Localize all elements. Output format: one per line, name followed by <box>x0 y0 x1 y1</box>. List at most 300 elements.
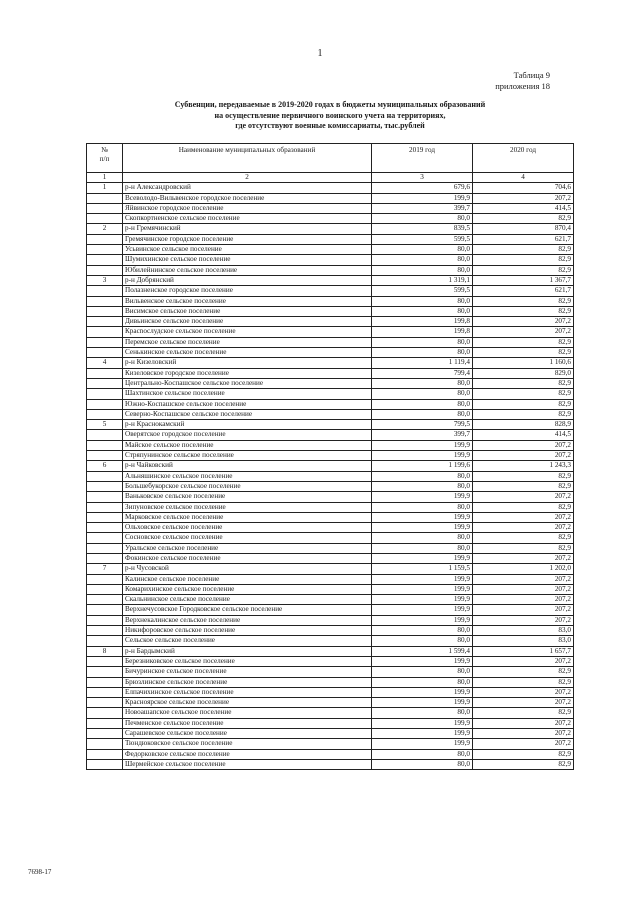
row-name: Новоашапское сельское поселение <box>123 708 372 718</box>
row-value-2020: 704,6 <box>473 183 574 193</box>
row-value-2019: 80,0 <box>372 378 473 388</box>
table-row <box>87 759 574 769</box>
row-value-2019: 199,9 <box>372 656 473 666</box>
row-name: Оверятское городское поселение <box>123 430 372 440</box>
row-value-2019: 80,0 <box>372 708 473 718</box>
header-row <box>87 144 574 173</box>
row-value-2019: 199,9 <box>372 687 473 697</box>
row-value-2020: 82,9 <box>473 677 574 687</box>
row-value-2020: 621,7 <box>473 234 574 244</box>
row-name: Майское сельское поселение <box>123 440 372 450</box>
table-row <box>87 667 574 677</box>
row-name: Верхнечусовское Городковское сельское поселение <box>123 605 372 615</box>
table-row <box>87 337 574 347</box>
row-name: Ольховское сельское поселение <box>123 523 372 533</box>
row-number <box>87 492 123 502</box>
table-row <box>87 409 574 419</box>
row-number <box>87 399 123 409</box>
table-row <box>87 523 574 533</box>
row-name: Бичуринское сельское поселение <box>123 667 372 677</box>
row-value-2019: 799,4 <box>372 368 473 378</box>
row-value-2019: 80,0 <box>372 481 473 491</box>
row-value-2019: 199,9 <box>372 729 473 739</box>
row-value-2019: 80,0 <box>372 502 473 512</box>
row-value-2019: 80,0 <box>372 749 473 759</box>
table-label <box>440 70 550 92</box>
row-number <box>87 255 123 265</box>
column-number: 4 <box>473 173 574 183</box>
row-value-2019: 80,0 <box>372 265 473 275</box>
row-name: Шахтинское сельское поселение <box>123 389 372 399</box>
row-value-2019: 199,9 <box>372 553 473 563</box>
table-row <box>87 656 574 666</box>
row-name: Южно-Коспашское сельское поселение <box>123 399 372 409</box>
row-value-2020: 82,9 <box>473 409 574 419</box>
row-number <box>87 584 123 594</box>
row-value-2020: 82,9 <box>473 296 574 306</box>
row-value-2020: 82,9 <box>473 502 574 512</box>
table-row <box>87 399 574 409</box>
row-name: Березниковское сельское поселение <box>123 656 372 666</box>
table-row <box>87 317 574 327</box>
row-value-2019: 80,0 <box>372 306 473 316</box>
row-number: 1 <box>87 183 123 193</box>
header-num-line: п/п <box>99 155 110 163</box>
table-row <box>87 265 574 275</box>
row-name: Сосновское сельское поселение <box>123 533 372 543</box>
row-value-2020: 207,2 <box>473 656 574 666</box>
row-name: Кизеловское городское поселение <box>123 368 372 378</box>
table-row <box>87 378 574 388</box>
title-line: где отсутствуют военные комиссариаты, тыс.рублей <box>235 121 425 130</box>
table-row <box>87 553 574 563</box>
row-value-2020: 83,0 <box>473 636 574 646</box>
table-row <box>87 481 574 491</box>
table-row <box>87 729 574 739</box>
row-number <box>87 471 123 481</box>
table-label-line: приложения 18 <box>495 81 550 91</box>
row-value-2020: 207,2 <box>473 595 574 605</box>
row-number <box>87 502 123 512</box>
row-value-2020: 82,9 <box>473 759 574 769</box>
row-value-2020: 82,9 <box>473 749 574 759</box>
table-row <box>87 224 574 234</box>
subsidy-table <box>86 143 574 770</box>
row-value-2020: 207,2 <box>473 584 574 594</box>
row-number <box>87 553 123 563</box>
row-name: р-н Кизеловский <box>123 358 372 368</box>
table-row <box>87 430 574 440</box>
row-name: Вильвенское сельское поселение <box>123 296 372 306</box>
row-value-2019: 80,0 <box>372 348 473 358</box>
table-row <box>87 255 574 265</box>
row-name: Стряпунинское сельское поселение <box>123 451 372 461</box>
row-value-2019: 80,0 <box>372 255 473 265</box>
row-value-2019: 199,9 <box>372 193 473 203</box>
row-number: 8 <box>87 646 123 656</box>
row-number <box>87 523 123 533</box>
row-name: Никифоровское сельское поселение <box>123 626 372 636</box>
row-name: Комарихинское сельское поселение <box>123 584 372 594</box>
table-row <box>87 677 574 687</box>
row-number <box>87 317 123 327</box>
row-number <box>87 543 123 553</box>
table-row <box>87 234 574 244</box>
row-value-2020: 207,2 <box>473 605 574 615</box>
row-name: Красnoслудское сельское поселение <box>123 327 372 337</box>
table-row <box>87 615 574 625</box>
table-row <box>87 183 574 193</box>
table-row <box>87 245 574 255</box>
table-row <box>87 286 574 296</box>
row-value-2019: 80,0 <box>372 214 473 224</box>
row-number: 5 <box>87 420 123 430</box>
row-value-2020: 207,2 <box>473 553 574 563</box>
row-value-2019: 199,9 <box>372 584 473 594</box>
table-row <box>87 646 574 656</box>
row-value-2020: 82,9 <box>473 337 574 347</box>
table-row <box>87 440 574 450</box>
row-name: Гремячинское городское поселение <box>123 234 372 244</box>
row-number <box>87 265 123 275</box>
row-value-2019: 80,0 <box>372 636 473 646</box>
row-value-2020: 870,4 <box>473 224 574 234</box>
row-value-2019: 199,9 <box>372 615 473 625</box>
row-value-2020: 82,9 <box>473 348 574 358</box>
table-row <box>87 461 574 471</box>
row-value-2020: 1 243,3 <box>473 461 574 471</box>
row-number <box>87 636 123 646</box>
table-row <box>87 275 574 285</box>
row-name: Юбилейнинское сельское поселение <box>123 265 372 275</box>
row-value-2019: 80,0 <box>372 389 473 399</box>
row-value-2019: 199,9 <box>372 718 473 728</box>
row-value-2020: 207,2 <box>473 615 574 625</box>
row-number <box>87 306 123 316</box>
row-number <box>87 348 123 358</box>
row-name: р-н Добрянский <box>123 275 372 285</box>
row-value-2020: 82,9 <box>473 708 574 718</box>
table-row <box>87 358 574 368</box>
row-value-2020: 207,2 <box>473 193 574 203</box>
row-number <box>87 286 123 296</box>
row-name: Шумихинское сельское поселение <box>123 255 372 265</box>
row-value-2020: 207,2 <box>473 317 574 327</box>
table-row <box>87 687 574 697</box>
column-number-row <box>87 173 574 183</box>
row-value-2019: 80,0 <box>372 533 473 543</box>
row-name: Калинское сельское поселение <box>123 574 372 584</box>
row-value-2019: 199,8 <box>372 317 473 327</box>
row-value-2020: 82,9 <box>473 481 574 491</box>
row-number <box>87 626 123 636</box>
row-value-2020: 207,2 <box>473 687 574 697</box>
footer-code: 7698-17 <box>28 868 52 876</box>
row-value-2019: 199,9 <box>372 739 473 749</box>
row-value-2020: 207,2 <box>473 718 574 728</box>
title-line: Субвенции, передаваемые в 2019-2020 годах в бюджеты муниципальных образований <box>174 100 486 109</box>
row-value-2020: 82,9 <box>473 378 574 388</box>
row-name: Сенькинское сельское поселение <box>123 348 372 358</box>
row-value-2020: 82,9 <box>473 399 574 409</box>
row-value-2020: 207,2 <box>473 574 574 584</box>
row-number <box>87 708 123 718</box>
table-row <box>87 214 574 224</box>
row-value-2019: 80,0 <box>372 296 473 306</box>
row-name: Шермейское сельское поселение <box>123 759 372 769</box>
table-row <box>87 543 574 553</box>
row-value-2019: 80,0 <box>372 409 473 419</box>
row-name: Ваньковское сельское поселение <box>123 492 372 502</box>
row-number <box>87 378 123 388</box>
row-value-2020: 829,0 <box>473 368 574 378</box>
table-row <box>87 605 574 615</box>
row-value-2020: 82,9 <box>473 265 574 275</box>
row-number <box>87 512 123 522</box>
row-value-2019: 80,0 <box>372 759 473 769</box>
row-name: Всеволодо-Вильвенское городское поселение <box>123 193 372 203</box>
table-label-line: Таблица 9 <box>513 70 550 80</box>
table-row <box>87 327 574 337</box>
table-row <box>87 512 574 522</box>
row-number <box>87 337 123 347</box>
row-number <box>87 451 123 461</box>
table-row <box>87 595 574 605</box>
row-name: Висимское сельское поселение <box>123 306 372 316</box>
row-value-2019: 199,9 <box>372 512 473 522</box>
row-name: р-н Бардымский <box>123 646 372 656</box>
row-value-2020: 414,5 <box>473 430 574 440</box>
table-row <box>87 389 574 399</box>
row-name: Альняшинское сельское поселение <box>123 471 372 481</box>
row-value-2019: 80,0 <box>372 543 473 553</box>
table-row <box>87 749 574 759</box>
row-value-2020: 207,2 <box>473 440 574 450</box>
header-2019: 2019 год <box>372 144 473 173</box>
column-number: 1 <box>87 173 123 183</box>
row-value-2019: 599,5 <box>372 234 473 244</box>
row-number <box>87 595 123 605</box>
row-value-2020: 82,9 <box>473 543 574 553</box>
row-value-2020: 82,9 <box>473 255 574 265</box>
row-value-2019: 399,7 <box>372 430 473 440</box>
row-value-2019: 1 199,6 <box>372 461 473 471</box>
row-value-2020: 207,2 <box>473 512 574 522</box>
row-value-2019: 199,9 <box>372 574 473 584</box>
table-row <box>87 626 574 636</box>
row-number <box>87 234 123 244</box>
row-number: 7 <box>87 564 123 574</box>
row-value-2020: 82,9 <box>473 471 574 481</box>
table-row <box>87 739 574 749</box>
header-2020: 2020 год <box>473 144 574 173</box>
row-value-2019: 199,9 <box>372 698 473 708</box>
row-number <box>87 296 123 306</box>
row-number <box>87 193 123 203</box>
row-value-2020: 1 657,7 <box>473 646 574 656</box>
row-value-2020: 207,2 <box>473 451 574 461</box>
row-number <box>87 677 123 687</box>
row-value-2019: 80,0 <box>372 471 473 481</box>
row-number <box>87 698 123 708</box>
row-name: Сарашевское сельское поселение <box>123 729 372 739</box>
row-value-2020: 207,2 <box>473 327 574 337</box>
row-number <box>87 409 123 419</box>
table-row <box>87 348 574 358</box>
row-name: р-н Краснокамский <box>123 420 372 430</box>
row-name: Елпачихинское сельское поселение <box>123 687 372 697</box>
row-value-2019: 1 599,4 <box>372 646 473 656</box>
table-row <box>87 471 574 481</box>
row-name: Брюзлинское сельское поселение <box>123 677 372 687</box>
table-row <box>87 698 574 708</box>
row-name: Большебукорское сельское поселение <box>123 481 372 491</box>
row-name: Дивьинское сельское поселение <box>123 317 372 327</box>
row-name: Скальнинское сельское поселение <box>123 595 372 605</box>
row-value-2019: 199,8 <box>372 327 473 337</box>
row-value-2020: 1 160,6 <box>473 358 574 368</box>
row-name: Северно-Коспашское сельское поселение <box>123 409 372 419</box>
row-value-2020: 82,9 <box>473 533 574 543</box>
row-value-2019: 80,0 <box>372 245 473 255</box>
row-number <box>87 615 123 625</box>
row-name: р-н Чусовской <box>123 564 372 574</box>
row-name: Усьвинское сельское поселение <box>123 245 372 255</box>
row-value-2020: 207,2 <box>473 698 574 708</box>
row-value-2019: 799,5 <box>372 420 473 430</box>
table-row <box>87 306 574 316</box>
row-name: Красноярское сельское поселение <box>123 698 372 708</box>
column-number: 2 <box>123 173 372 183</box>
row-name: р-н Чайковский <box>123 461 372 471</box>
row-name: Федорковское сельское поселение <box>123 749 372 759</box>
row-name: Фокинское сельское поселение <box>123 553 372 563</box>
table-row <box>87 636 574 646</box>
row-value-2019: 199,9 <box>372 440 473 450</box>
row-number <box>87 214 123 224</box>
row-value-2019: 1 159,5 <box>372 564 473 574</box>
table-row <box>87 708 574 718</box>
row-number: 6 <box>87 461 123 471</box>
table-row <box>87 533 574 543</box>
row-value-2020: 82,9 <box>473 214 574 224</box>
row-value-2019: 679,6 <box>372 183 473 193</box>
row-number <box>87 656 123 666</box>
table-row <box>87 564 574 574</box>
title-line: на осуществление первичного воинского учета на территориях, <box>214 110 446 120</box>
row-value-2020: 1 367,7 <box>473 275 574 285</box>
row-name: р-н Александровский <box>123 183 372 193</box>
header-num <box>87 144 123 173</box>
table-row <box>87 574 574 584</box>
row-value-2019: 80,0 <box>372 677 473 687</box>
page-number: 1 <box>317 48 323 59</box>
column-number: 3 <box>372 173 473 183</box>
row-value-2020: 207,2 <box>473 523 574 533</box>
table-row <box>87 718 574 728</box>
row-number <box>87 203 123 213</box>
row-name: р-н Гремячинский <box>123 224 372 234</box>
row-name: Тюндюковское сельское поселение <box>123 739 372 749</box>
row-number <box>87 759 123 769</box>
row-name: Полазненское городское поселение <box>123 286 372 296</box>
row-name: Марковское сельское поселение <box>123 512 372 522</box>
row-value-2020: 207,2 <box>473 729 574 739</box>
row-value-2020: 1 202,0 <box>473 564 574 574</box>
document-title <box>120 100 540 132</box>
row-name: Перемское сельское поселение <box>123 337 372 347</box>
header-name: Наименование муниципальных образований <box>123 144 372 173</box>
row-name: Уральское сельское поселение <box>123 543 372 553</box>
row-number <box>87 533 123 543</box>
row-number <box>87 749 123 759</box>
row-number <box>87 574 123 584</box>
row-value-2019: 199,9 <box>372 605 473 615</box>
row-number <box>87 430 123 440</box>
row-value-2019: 80,0 <box>372 667 473 677</box>
row-name: Печменское сельское поселение <box>123 718 372 728</box>
table-row <box>87 492 574 502</box>
table-row <box>87 502 574 512</box>
table-row <box>87 193 574 203</box>
row-number <box>87 327 123 337</box>
row-value-2020: 414,5 <box>473 203 574 213</box>
row-value-2019: 399,7 <box>372 203 473 213</box>
row-value-2020: 621,7 <box>473 286 574 296</box>
table-row <box>87 296 574 306</box>
row-value-2020: 83,0 <box>473 626 574 636</box>
row-value-2019: 599,5 <box>372 286 473 296</box>
row-number <box>87 368 123 378</box>
row-value-2019: 199,9 <box>372 595 473 605</box>
row-value-2019: 839,5 <box>372 224 473 234</box>
row-number <box>87 440 123 450</box>
row-number: 4 <box>87 358 123 368</box>
table-row <box>87 584 574 594</box>
row-name: Центрально-Коспашское сельское поселение <box>123 378 372 388</box>
row-value-2019: 1 319,1 <box>372 275 473 285</box>
row-number <box>87 718 123 728</box>
row-number <box>87 739 123 749</box>
row-value-2020: 207,2 <box>473 492 574 502</box>
header-num-line: № <box>101 146 108 154</box>
row-value-2020: 207,2 <box>473 739 574 749</box>
row-number <box>87 729 123 739</box>
row-name: Сельское сельское поселение <box>123 636 372 646</box>
table-row <box>87 420 574 430</box>
table-row <box>87 368 574 378</box>
row-number: 2 <box>87 224 123 234</box>
row-number: 3 <box>87 275 123 285</box>
row-value-2020: 82,9 <box>473 306 574 316</box>
row-number <box>87 605 123 615</box>
row-value-2019: 199,9 <box>372 492 473 502</box>
row-value-2019: 199,9 <box>372 451 473 461</box>
row-value-2020: 82,9 <box>473 245 574 255</box>
row-value-2020: 82,9 <box>473 389 574 399</box>
row-number <box>87 667 123 677</box>
row-number <box>87 481 123 491</box>
row-name: Зипуновское сельское поселение <box>123 502 372 512</box>
row-value-2020: 82,9 <box>473 667 574 677</box>
row-value-2019: 80,0 <box>372 626 473 636</box>
row-value-2019: 80,0 <box>372 337 473 347</box>
row-number <box>87 245 123 255</box>
row-value-2019: 1 119,4 <box>372 358 473 368</box>
row-number <box>87 687 123 697</box>
row-value-2020: 828,9 <box>473 420 574 430</box>
row-name: Яйвинское городское поселение <box>123 203 372 213</box>
